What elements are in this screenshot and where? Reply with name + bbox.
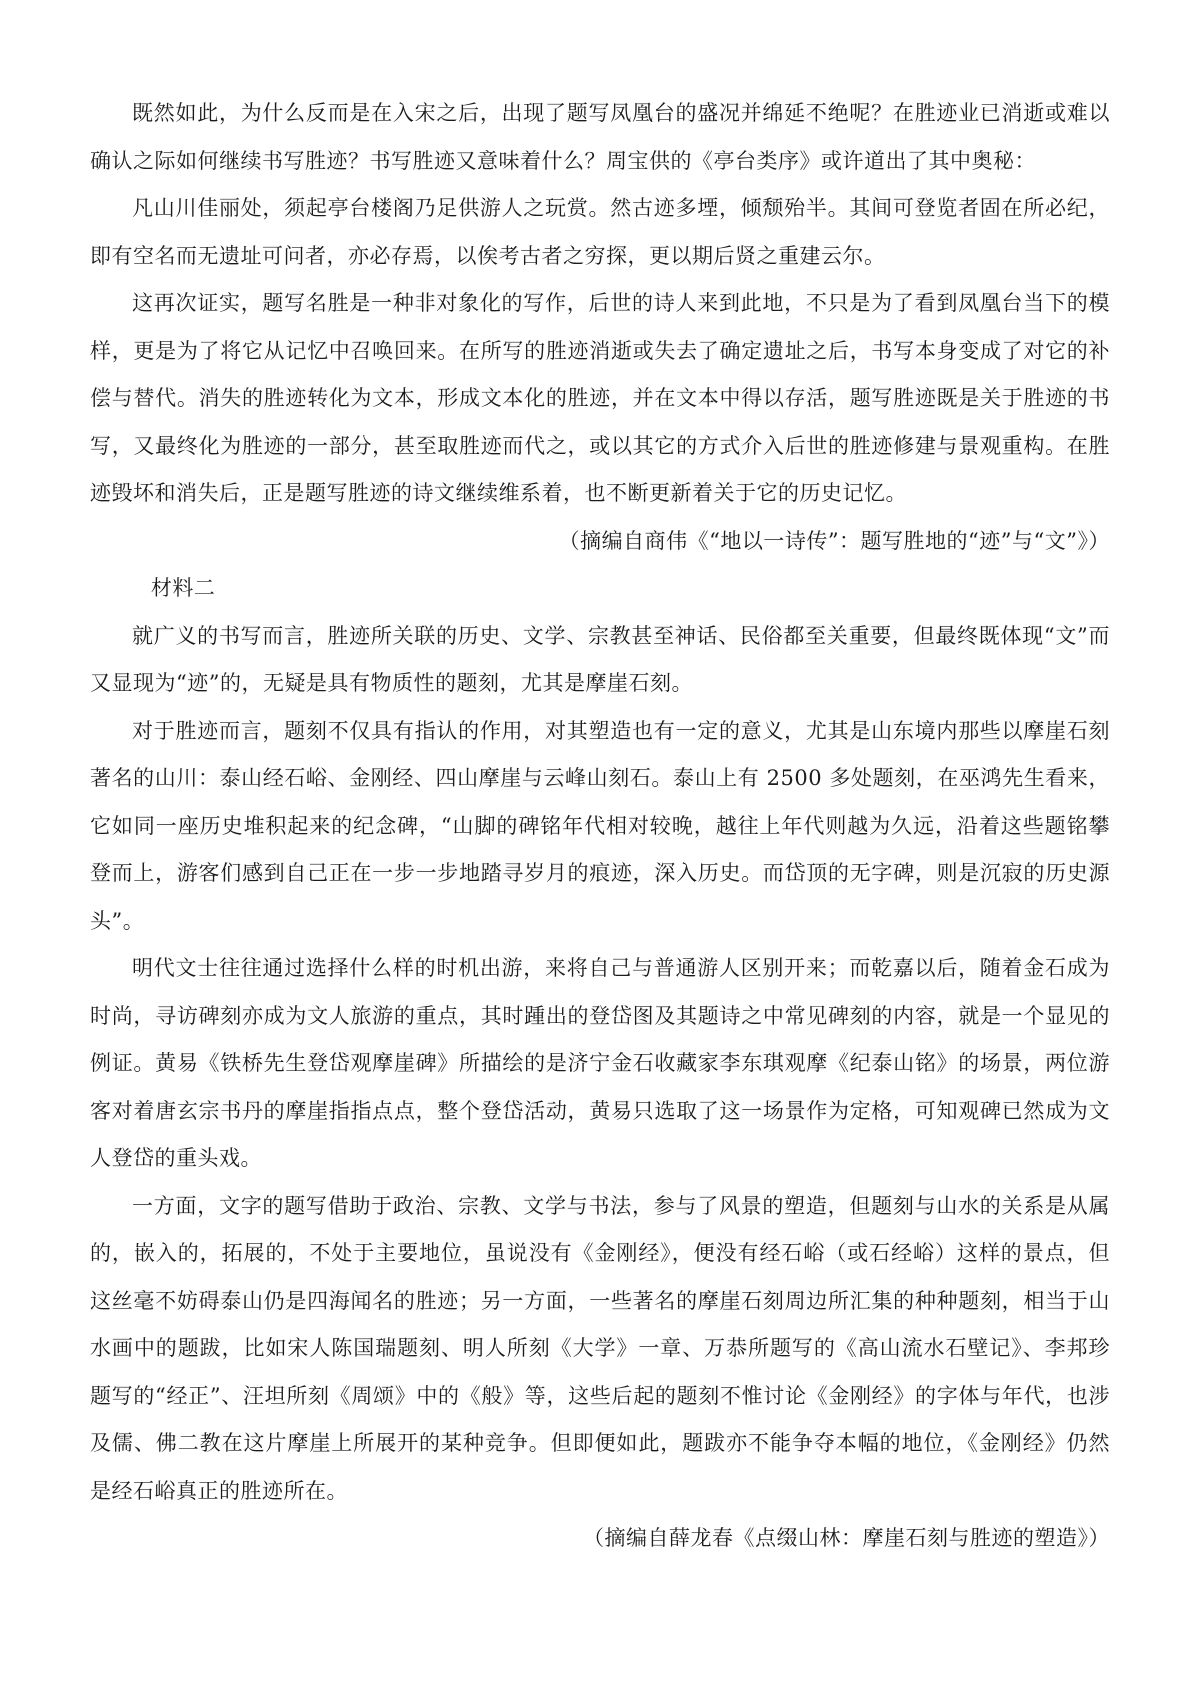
body-paragraph: 对于胜迹而言，题刻不仅具有指认的作用，对其塑造也有一定的意义，尤其是山东境内那些以摩崖石刻著名的山川：泰山经石峪、金刚经、四山摩崖与云峰山刻石。泰山上有 2500 多处题刻，在巫鸿先生看来，它如同一座历史堆积起来的纪念碑，“山脚的碑铭年代相对较晚，越往上年代则越为久远，沿着这些题铭攀登而上，游客们感到自己正在一步一步地踏寻岁月的痕迹，深入历史。而岱顶的无字碑，则是沉寂的历史源头”。: [90, 718, 1110, 933]
body-paragraph: 明代文士往往通过选择什么样的时机出游，来将自己与普通游人区别开来；而乾嘉以后，随着金石成为时尚，寻访碑刻亦成为文人旅游的重点，其时踵出的登岱图及其题诗之中常见碑刻的内容，就是一个显见的例证。黄易《铁桥先生登岱观摩崖碑》所描绘的是济宁金石收藏家李东琪观摩《纪泰山铭》的场景，两位游客对着唐玄宗书丹的摩崖指指点点，整个登岱活动，黄易只选取了这一场景作为定格，可知观碑已然成为文人登岱的重头戏。: [90, 956, 1110, 1170]
source-attribution-material-two: （摘编自薛龙春《点缀山林：摩崖石刻与胜迹的塑造》）: [583, 1526, 1110, 1550]
body-paragraph: 一方面，文字的题写借助于政治、宗教、文学与书法，参与了风景的塑造，但题刻与山水的关系是从属的，嵌入的，拓展的，不处于主要地位，虽说没有《金刚经》，便没有经石峪（或石经峪）这样的景点，但这丝毫不妨碍泰山仍是四海闻名的胜迹；另一方面，一些著名的摩崖石刻周边所汇集的种种题刻，相当于山水画中的题跋，比如宋人陈国瑞题刻、明人所刻《大学》一章、万恭所题写的《高山流水石壁记》、李邦珍题写的“经正”、汪坦所刻《周颂》中的《般》等，这些后起的题刻不惟讨论《金刚经》的字体与年代，也涉及儒、佛二教在这片摩崖上所展开的某种竞争。但即便如此，题跋亦不能争夺本幅的地位，《金刚经》仍然是经石峪真正的胜迹所在。: [90, 1193, 1110, 1503]
block-quote: 凡山川佳丽处，须起亭台楼阁乃足供游人之玩赏。然古迹多堙，倾颓殆半。其间可登览者固在所必纪，即有空名而无遗址可问者，亦必存焉，以俟考古者之穷探，更以期后贤之重建云尔。: [90, 196, 1110, 268]
material-two-heading: 材料二: [150, 576, 216, 600]
body-paragraph: 这再次证实，题写名胜是一种非对象化的写作，后世的诗人来到此地，不只是为了看到凤凰台当下的模样，更是为了将它从记忆中召唤回来。在所写的胜迹消逝或失去了确定遗址之后，书写本身变成了对它的补偿与替代。消失的胜迹转化为文本，形成文本化的胜迹，并在文本中得以存活，题写胜迹既是关于胜迹的书写，又最终化为胜迹的一部分，甚至取胜迹而代之，或以其它的方式介入后世的胜迹修建与景观重构。在胜迹毁坏和消失后，正是题写胜迹的诗文继续维系着，也不断更新着关于它的历史记忆。: [90, 291, 1110, 505]
body-paragraph: 就广义的书写而言，胜迹所关联的历史、文学、宗教甚至神话、民俗都至关重要，但最终既体现“文”而又显现为“迹”的，无疑是具有物质性的题刻，尤其是摩崖石刻。: [90, 623, 1110, 695]
source-attribution-material-one: （摘编自商伟《“地以一诗传”：题写胜地的“迹”与“文”》）: [558, 528, 1110, 553]
body-paragraph: 既然如此，为什么反而是在入宋之后，出现了题写凤凰台的盛况并绵延不绝呢？在胜迹业已消逝或难以确认之际如何继续书写胜迹？书写胜迹又意味着什么？周宝供的《亭台类序》或许道出了其中奥秘：: [90, 101, 1110, 173]
reading-passage: [90, 0, 1110, 1563]
